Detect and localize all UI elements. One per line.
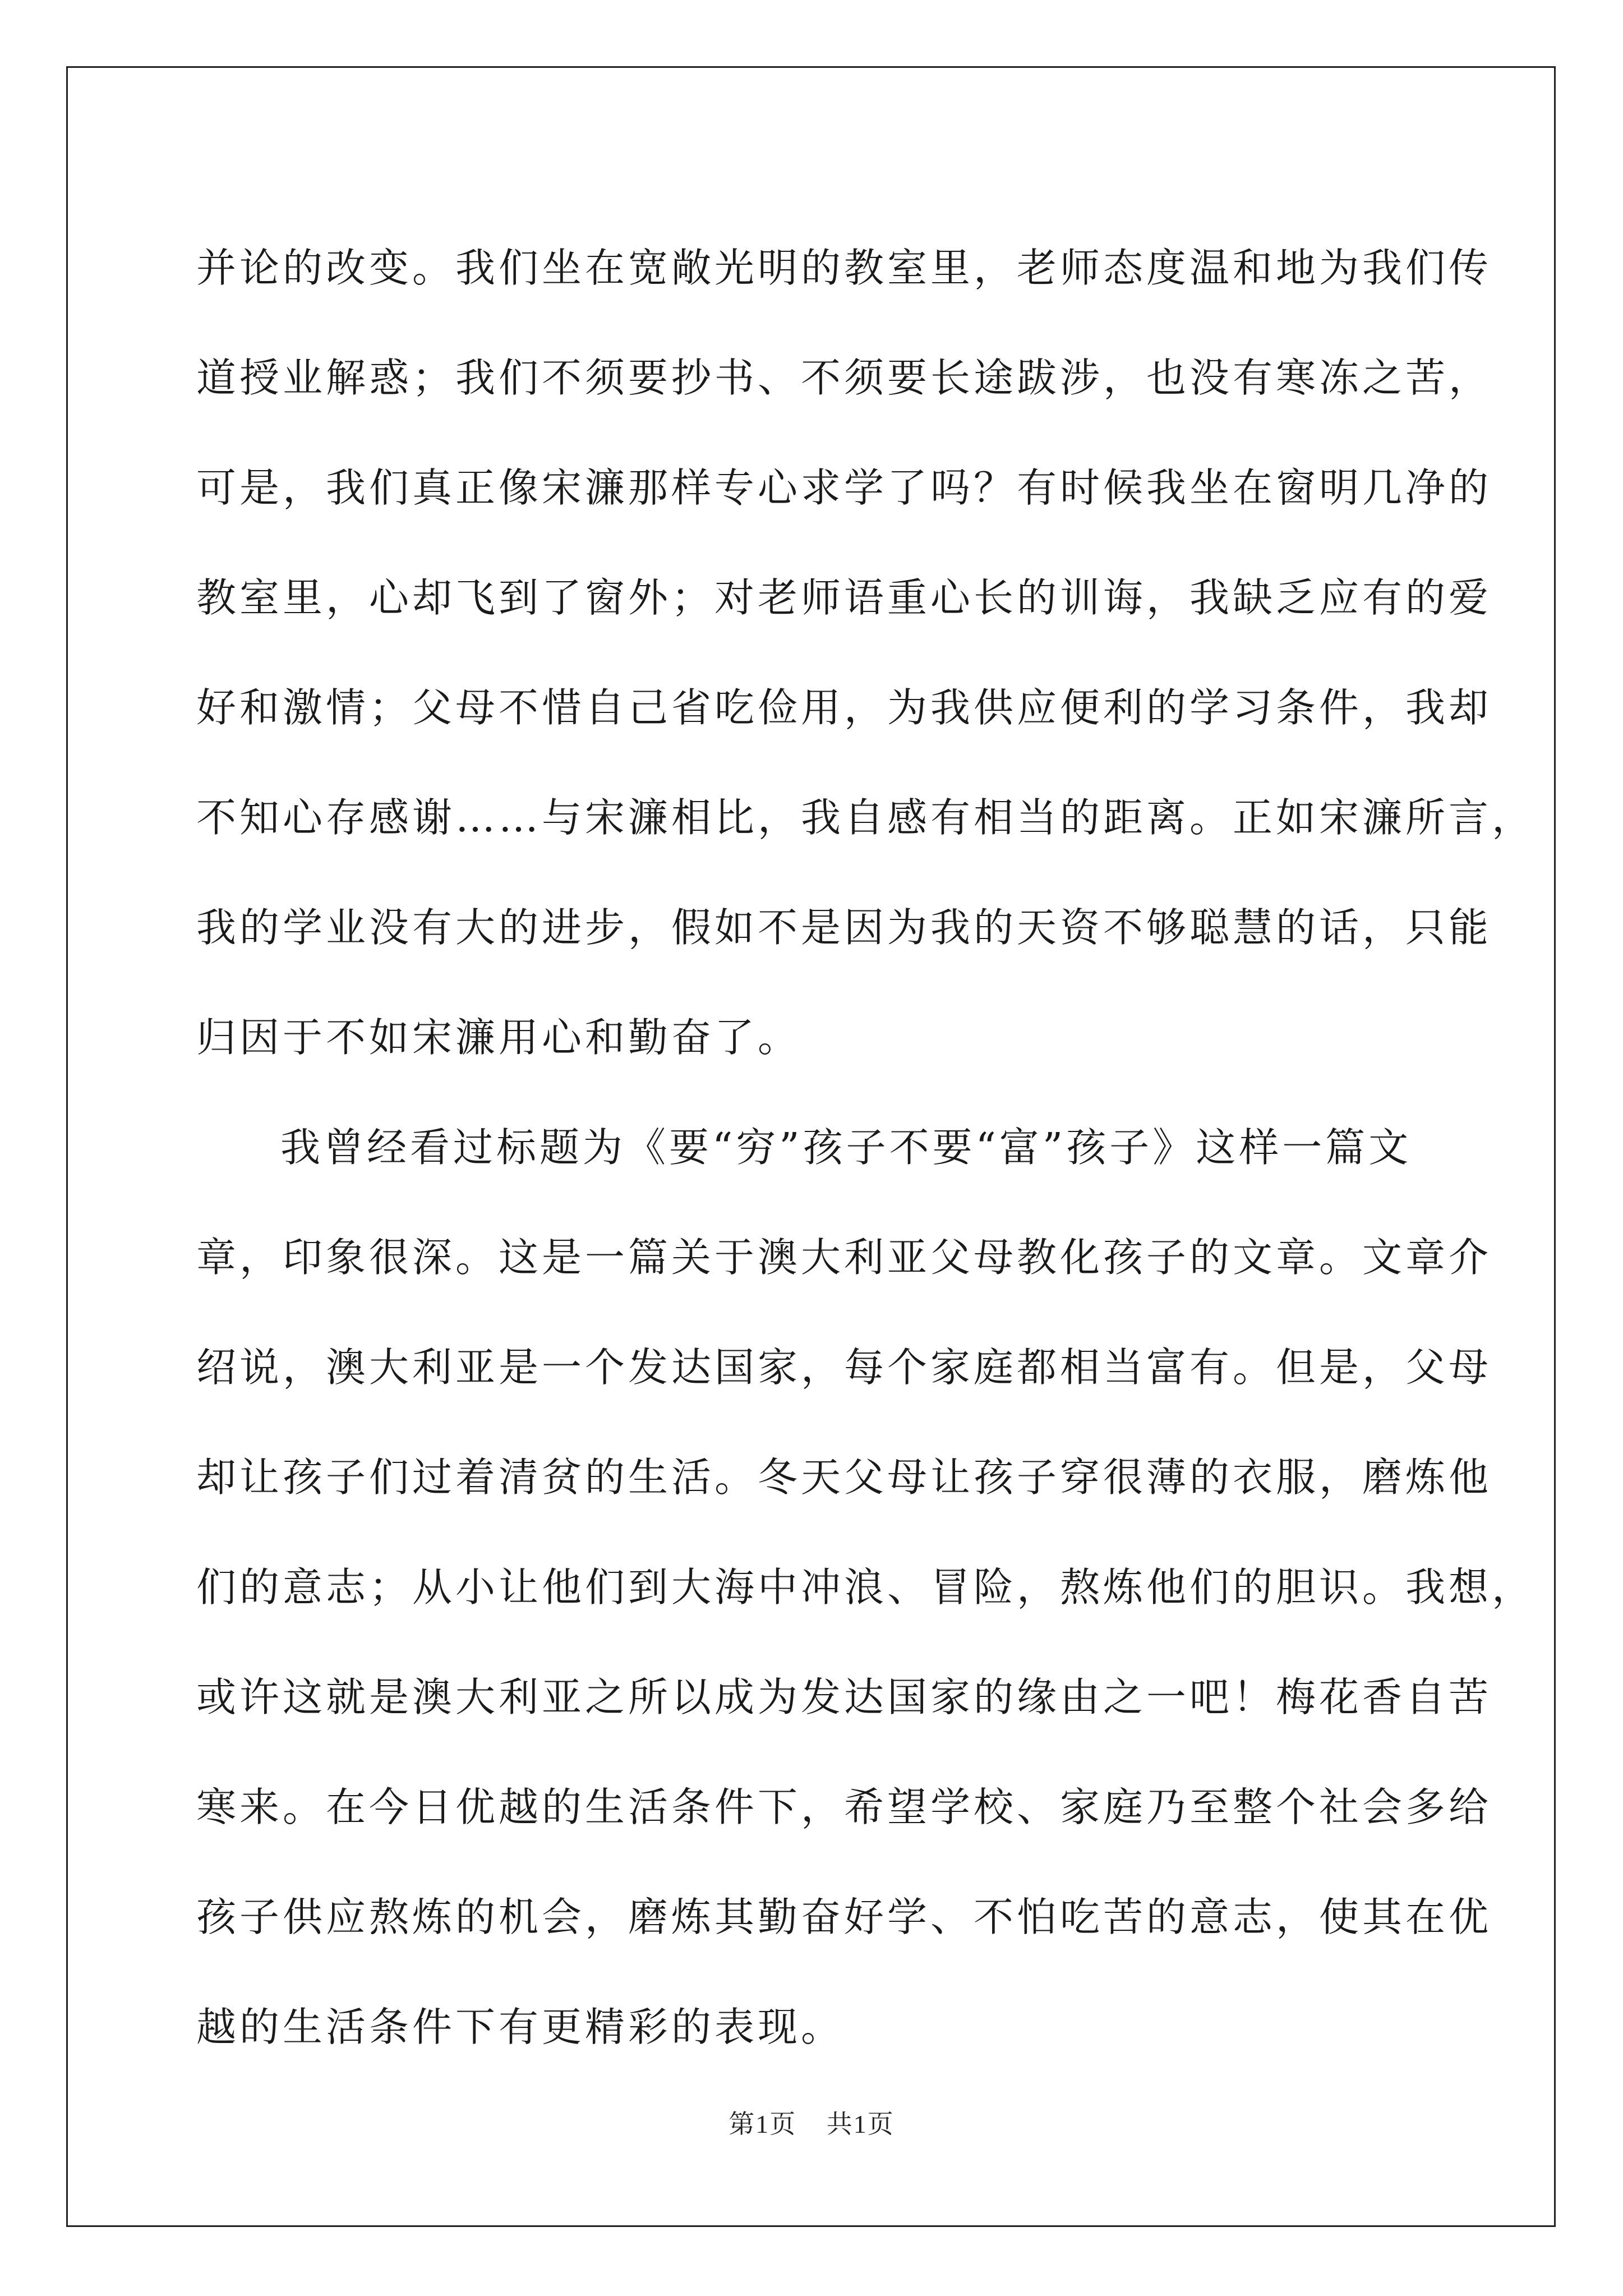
text-line: 可是，我们真正像宋濂那样专心求学了吗？有时候我坐在窗明几净的 [196,464,1492,511]
text-line: 并论的改变。我们坐在宽敞光明的教室里，老师态度温和地为我们传 [196,245,1492,291]
document-body [196,213,1536,2082]
text-line: 越的生活条件下有更精彩的表现。 [196,2004,845,2050]
text-line: 归因于不如宋濂用心和勤奋了。 [196,1014,801,1061]
text-line: 孩子供应熬炼的机会，磨炼其勤奋好学、不怕吃苦的意志，使其在优 [196,1894,1492,1940]
page-number: 第1页 [728,2110,797,2138]
paragraph-1 [196,213,1536,1093]
text-line: 寒来。在今日优越的生活条件下，希望学校、家庭乃至整个社会多给 [196,1784,1492,1830]
page-footer [0,2104,1623,2141]
text-line: 或许这就是澳大利亚之所以成为发达国家的缘由之一吧！梅花香自苦 [196,1674,1492,1720]
text-line: 们的意志；从小让他们到大海中冲浪、冒险，熬炼他们的胆识。我想， [196,1564,1536,1611]
text-line: 章，印象很深。这是一篇关于澳大利亚父母教化孩子的文章。文章介 [196,1234,1492,1281]
text-line: 不知心存感谢……与宋濂相比，我自感有相当的距离。正如宋濂所言， [196,794,1536,841]
text-line: 道授业解惑；我们不须要抄书、不须要长途跋涉，也没有寒冻之苦， [196,355,1492,401]
text-line: 却让孩子们过着清贫的生活。冬天父母让孩子穿很薄的衣服，磨炼他 [196,1454,1492,1501]
text-line: 教室里，心却飞到了窗外；对老师语重心长的训诲，我缺乏应有的爱 [196,574,1492,621]
page-total: 共1页 [826,2110,895,2138]
text-line: 好和激情；父母不惜自己省吃俭用，为我供应便利的学习条件，我却 [196,684,1492,731]
text-line: 绍说，澳大利亚是一个发达国家，每个家庭都相当富有。但是，父母 [196,1344,1492,1391]
text-line: 我曾经看过标题为《要“穷”孩子不要“富”孩子》这样一篇文 [280,1124,1412,1171]
text-line: 我的学业没有大的进步，假如不是因为我的天资不够聪慧的话，只能 [196,904,1492,951]
paragraph-2 [196,1093,1536,2082]
